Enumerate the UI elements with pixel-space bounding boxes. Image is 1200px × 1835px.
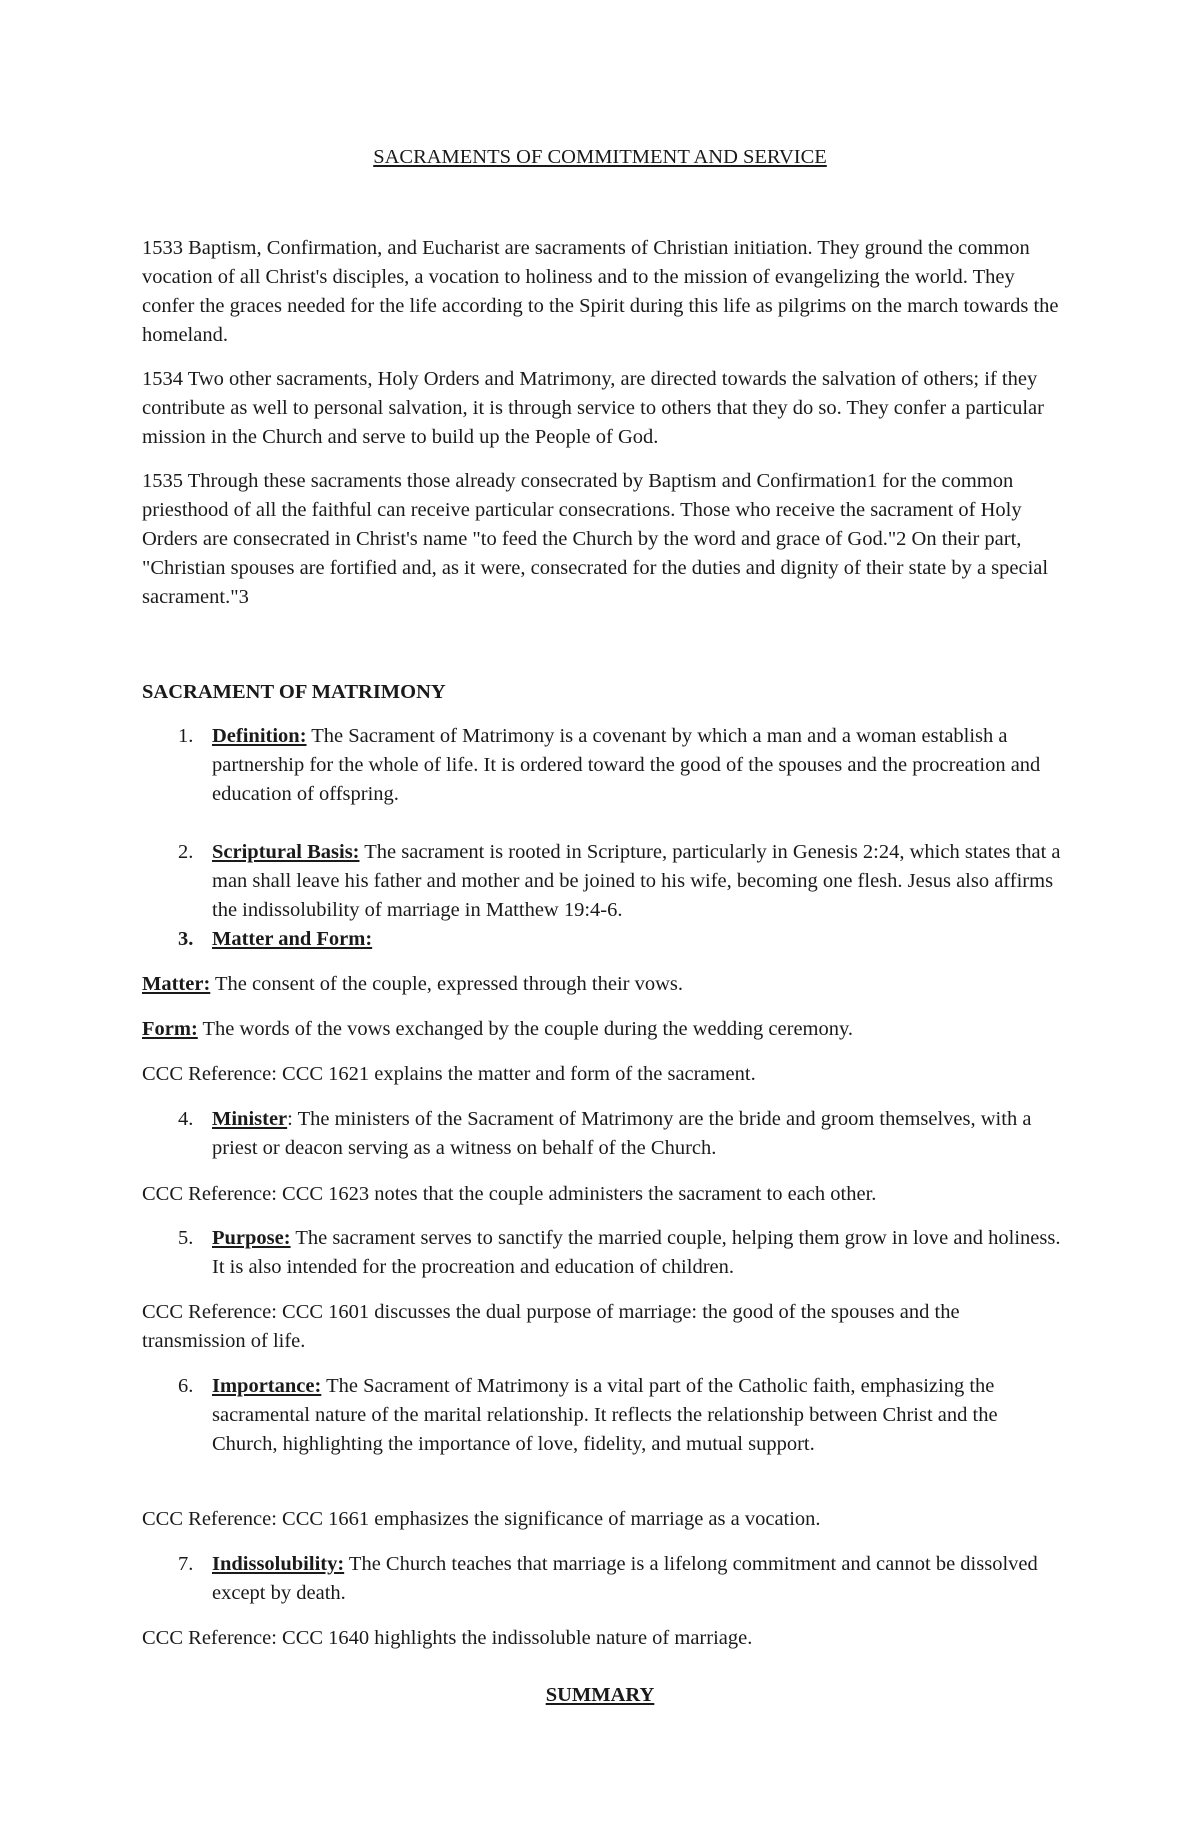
form-text: The words of the vows exchanged by the couple during the wedding ceremony. [197, 1018, 854, 1040]
item-term: Scriptural Basis: [212, 841, 360, 863]
list-item-body [212, 1105, 1068, 1163]
paragraph-1534: 1534 Two other sacraments, Holy Orders and Matrimony, are directed towards the salvation of others; if they contribute as well to personal salvation, it is through service to others that they do so. They confer a particular mission in the Church and serve to build up the People of God. [142, 368, 1044, 448]
list-item-body [212, 722, 1068, 809]
list-item-body [212, 838, 1068, 925]
form-term: Form: [142, 1018, 198, 1040]
list-number: 1. [178, 725, 194, 747]
list-number: 5. [178, 1227, 194, 1249]
list-number: 2. [178, 841, 194, 863]
list-number: 4. [178, 1108, 194, 1130]
ccc-reference-1623: CCC Reference: CCC 1623 notes that the couple administers the sacrament to each other. [142, 1183, 877, 1205]
item-text: : The ministers of the Sacrament of Matrimony are the bride and groom themselves, with a priest or deacon serving as a witness on behalf of the Church. [212, 1108, 1032, 1159]
list-item-body [212, 1550, 1068, 1608]
ccc-reference-1640: CCC Reference: CCC 1640 highlights the indissoluble nature of marriage. [142, 1627, 753, 1649]
item-term: Purpose: [212, 1227, 291, 1249]
list-item-body [212, 1372, 1068, 1459]
document-title: SACRAMENTS OF COMMITMENT AND SERVICE [373, 146, 827, 168]
item-text: The sacrament serves to sanctify the married couple, helping them grow in love and holiness. It is also intended for the procreation and education of children. [212, 1227, 1061, 1278]
ccc-reference-1601: CCC Reference: CCC 1601 discusses the dual purpose of marriage: the good of the spouses and the transmission of life. [142, 1301, 960, 1352]
form-paragraph [142, 1015, 1064, 1044]
list-item-body [212, 1224, 1068, 1282]
item-term: Definition: [212, 725, 307, 747]
item-text: The Sacrament of Matrimony is a covenant by which a man and a woman establish a partnership for the whole of life. It is ordered toward the good of the spouses and the procreation and education of offspring. [212, 725, 1041, 805]
matter-text: The consent of the couple, expressed through their vows. [210, 973, 683, 995]
item-text: The sacrament is rooted in Scripture, particularly in Genesis 2:24, which states that a man shall leave his father and mother and be joined to his wife, becoming one flesh. Jesus also affirms the indissolubility of marriage in Matthew 19:4-6. [212, 841, 1061, 921]
item-term: Minister [212, 1108, 288, 1130]
list-number: 7. [178, 1553, 194, 1575]
paragraph-1533: 1533 Baptism, Confirmation, and Eucharist are sacraments of Christian initiation. They ground the common vocation of all Christ's disciples, a vocation to holiness and to the mission of evangelizing the world. They confer the graces needed for the life according to the Spirit during this life as pilgrims on the march towards the homeland. [142, 237, 1059, 346]
ccc-reference-1621: CCC Reference: CCC 1621 explains the matter and form of the sacrament. [142, 1063, 756, 1085]
list-number: 6. [178, 1375, 194, 1397]
matter-term: Matter: [142, 973, 211, 995]
matter-paragraph [142, 970, 1064, 999]
paragraph-1535: 1535 Through these sacraments those already consecrated by Baptism and Confirmation1 for the common priesthood of all the faithful can receive particular consecrations. Those who receive the sacrament of Holy Orders are consecrated in Christ's name "to feed the Church by the word and grace of God."2 On their part, "Christian spouses are fortified and, as it were, consecrated for the duties and dignity of their state by a special sacrament."3 [142, 470, 1049, 608]
list-number: 3. [178, 928, 194, 950]
list-item-body [212, 925, 1068, 954]
ccc-reference-1661: CCC Reference: CCC 1661 emphasizes the significance of marriage as a vocation. [142, 1508, 821, 1530]
item-term: Matter and Form: [212, 928, 373, 950]
item-text: The Sacrament of Matrimony is a vital part of the Catholic faith, emphasizing the sacramental nature of the marital relationship. It reflects the relationship between Christ and the Church, highlighting the importance of love, fidelity, and mutual support. [212, 1375, 998, 1455]
item-term: Importance: [212, 1375, 322, 1397]
item-text: The Church teaches that marriage is a lifelong commitment and cannot be dissolved except by death. [212, 1553, 1038, 1604]
summary-heading: SUMMARY [545, 1684, 655, 1706]
section-heading-matrimony: SACRAMENT OF MATRIMONY [142, 681, 446, 703]
item-term: Indissolubility: [212, 1553, 345, 1575]
